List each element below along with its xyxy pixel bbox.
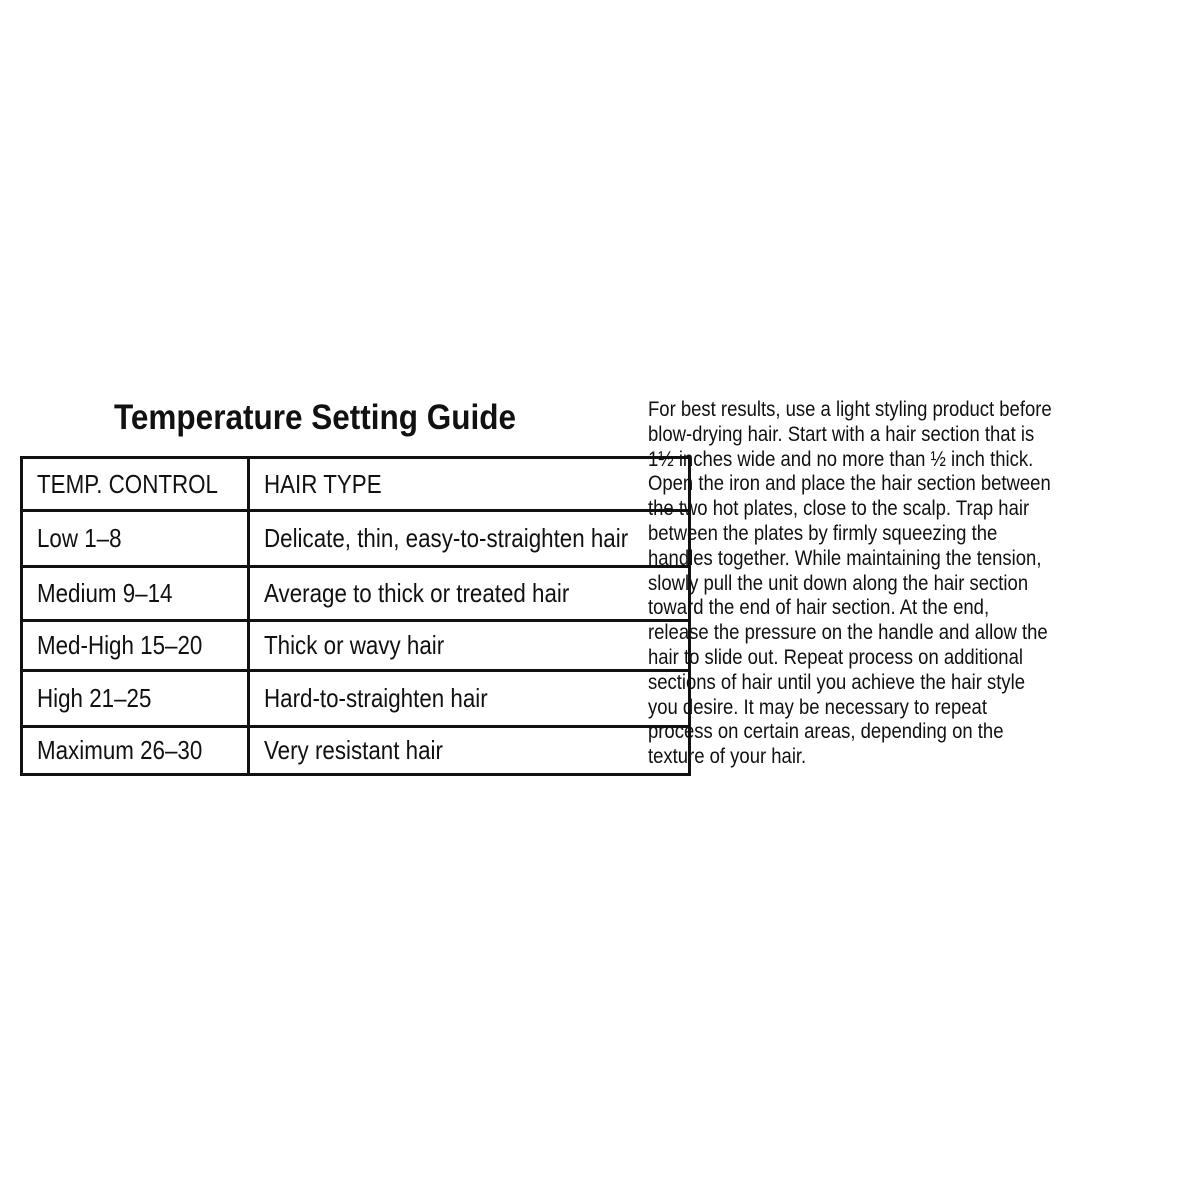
hair-type-cell: Very resistant hair: [249, 727, 689, 775]
instructions-paragraph: For best results, use a light styling product before blow-drying hair. Start with a hair section that is 1½ inches wide and no more than ½ inch thick. Open the iron and place the hair section between the two hot plates, close to the scalp. Trap hair between the plates by firmly squeezing the handles together. While maintaining the tension, slowly pull the unit down along the hair section toward the end of hair section. At the end, release the pressure on the handle and allow the hair to slide out. Repeat process on additional sections of hair until you achieve the hair style you desire. It may be necessary to repeat process on certain areas, depending on the texture of your hair.: [648, 398, 1052, 769]
header-hair-type: HAIR TYPE: [249, 458, 689, 511]
setting-cell: Low 1–8: [22, 511, 249, 567]
table-row: [22, 671, 690, 727]
guide-title: Temperature Setting Guide: [114, 398, 516, 437]
temperature-table: [20, 456, 691, 776]
hair-type-cell: Thick or wavy hair: [249, 621, 689, 671]
header-temp-control: TEMP. CONTROL: [22, 458, 249, 511]
hair-type-cell: Hard-to-straighten hair: [249, 671, 689, 727]
setting-cell: High 21–25: [22, 671, 249, 727]
table-row: [22, 727, 690, 775]
table-row: [22, 621, 690, 671]
table-header-row: [22, 458, 690, 511]
table-row: [22, 511, 690, 567]
hair-type-cell: Average to thick or treated hair: [249, 567, 689, 621]
hair-type-cell: Delicate, thin, easy-to-straighten hair: [249, 511, 689, 567]
setting-cell: Med-High 15–20: [22, 621, 249, 671]
table-row: [22, 567, 690, 621]
setting-cell: Medium 9–14: [22, 567, 249, 621]
setting-cell: Maximum 26–30: [22, 727, 249, 775]
